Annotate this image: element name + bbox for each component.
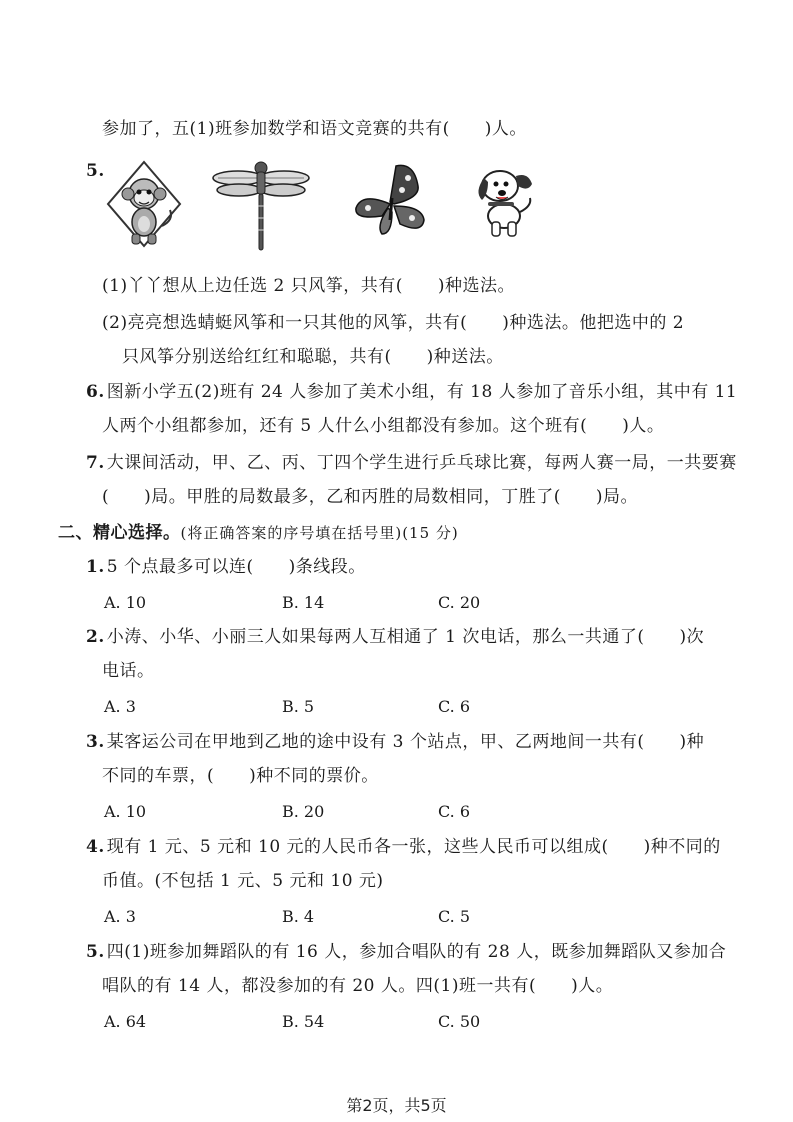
- choice-5-text-1: 四(1)班参加舞蹈队的有 16 人，参加合唱队的有 28 人，既参加舞蹈队又参加合: [106, 942, 727, 962]
- choice-2-option-a: A. 3: [104, 697, 136, 716]
- choice-4-option-b: B. 4: [282, 907, 315, 926]
- section-2-title: 二、精心选择。: [58, 523, 181, 543]
- page-footer: 第2页，共5页: [346, 1096, 447, 1115]
- choice-4-option-a: A. 3: [104, 907, 136, 926]
- q5-sub2-line1: (2)亮亮想选蜻蜓风筝和一只其他的风筝，共有( )种选法。他把选中的 2: [102, 313, 685, 333]
- q6-line2: 人两个小组都参加，还有 5 人什么小组都没有参加。这个班有( )人。: [102, 416, 665, 436]
- choice-3-text-1: 某客运公司在甲地到乙地的途中设有 3 个站点，甲、乙两地间一共有( )种: [106, 732, 705, 752]
- choice-5-option-c: C. 50: [438, 1012, 481, 1031]
- choice-3-option-b: B. 20: [282, 802, 325, 821]
- choice-4-line1: [86, 836, 721, 858]
- choice-5-number: 5.: [86, 942, 105, 962]
- choice-1-text-1: 5 个点最多可以连( )条线段。: [106, 557, 366, 577]
- choice-4-line2: 币值。(不包括 1 元、5 元和 10 元): [102, 871, 384, 891]
- choice-3-number: 3.: [86, 732, 105, 752]
- choice-1-number: 1.: [86, 557, 105, 577]
- choice-2-option-b: B. 5: [282, 697, 315, 716]
- section-2-note: (将正确答案的序号填在括号里)(15 分): [180, 524, 459, 542]
- choice-2-line2: 电话。: [102, 661, 155, 681]
- choice-4-option-c: C. 5: [438, 907, 471, 926]
- puppy-kite-icon: [470, 166, 542, 238]
- choice-3-line2: 不同的车票，( )种不同的票价。: [102, 766, 379, 786]
- choice-2-option-c: C. 6: [438, 697, 471, 716]
- dragonfly-kite-icon: [212, 156, 310, 252]
- choice-5-line1: [86, 941, 726, 963]
- monkey-kite-icon: [104, 160, 184, 250]
- choice-3-line1: [86, 731, 704, 753]
- q6-text-1: 图新小学五(2)班有 24 人参加了美术小组，有 18 人参加了音乐小组，其中有 11: [106, 382, 738, 402]
- choice-3-option-c: C. 6: [438, 802, 471, 821]
- choice-1-option-b: B. 14: [282, 593, 325, 612]
- q5-sub2-line2: 只风筝分别送给红红和聪聪，共有( )种送法。: [122, 347, 504, 367]
- choice-5-option-a: A. 64: [104, 1012, 147, 1031]
- choice-2-text-1: 小涛、小华、小丽三人如果每两人互相通了 1 次电话，那么一共通了( )次: [106, 627, 705, 647]
- q5-number: 5.: [86, 161, 105, 181]
- choice-4-text-1: 现有 1 元、5 元和 10 元的人民币各一张，这些人民币可以组成( )种不同的: [106, 837, 721, 857]
- q6-number: 6.: [86, 382, 105, 402]
- choice-2-line1: [86, 626, 704, 648]
- q7-text-1: 大课间活动，甲、乙、丙、丁四个学生进行乒乓球比赛，每两人赛一局，一共要赛: [106, 453, 737, 473]
- q6-line1: [86, 381, 737, 403]
- choice-5-option-b: B. 54: [282, 1012, 325, 1031]
- section-2-heading: [58, 522, 459, 544]
- butterfly-kite-icon: [352, 162, 430, 242]
- choice-5-line2: 唱队的有 14 人，都没参加的有 20 人。四(1)班一共有( )人。: [102, 976, 614, 996]
- choice-1-option-a: A. 10: [104, 593, 147, 612]
- choice-2-number: 2.: [86, 627, 105, 647]
- choice-1-option-c: C. 20: [438, 593, 481, 612]
- kite-pictures: [0, 152, 793, 252]
- choice-1-line1: [86, 556, 366, 578]
- q7-line2: ( )局。甲胜的局数最多，乙和丙胜的局数相同，丁胜了( )局。: [102, 487, 639, 507]
- q5-sub1: (1)丫丫想从上边任选 2 只风筝，共有( )种选法。: [102, 276, 515, 296]
- choice-3-option-a: A. 10: [104, 802, 147, 821]
- q7-line1: [86, 452, 737, 474]
- q7-number: 7.: [86, 453, 105, 473]
- q4-tail-line: 参加了，五(1)班参加数学和语文竞赛的共有( )人。: [102, 119, 527, 139]
- choice-4-number: 4.: [86, 837, 105, 857]
